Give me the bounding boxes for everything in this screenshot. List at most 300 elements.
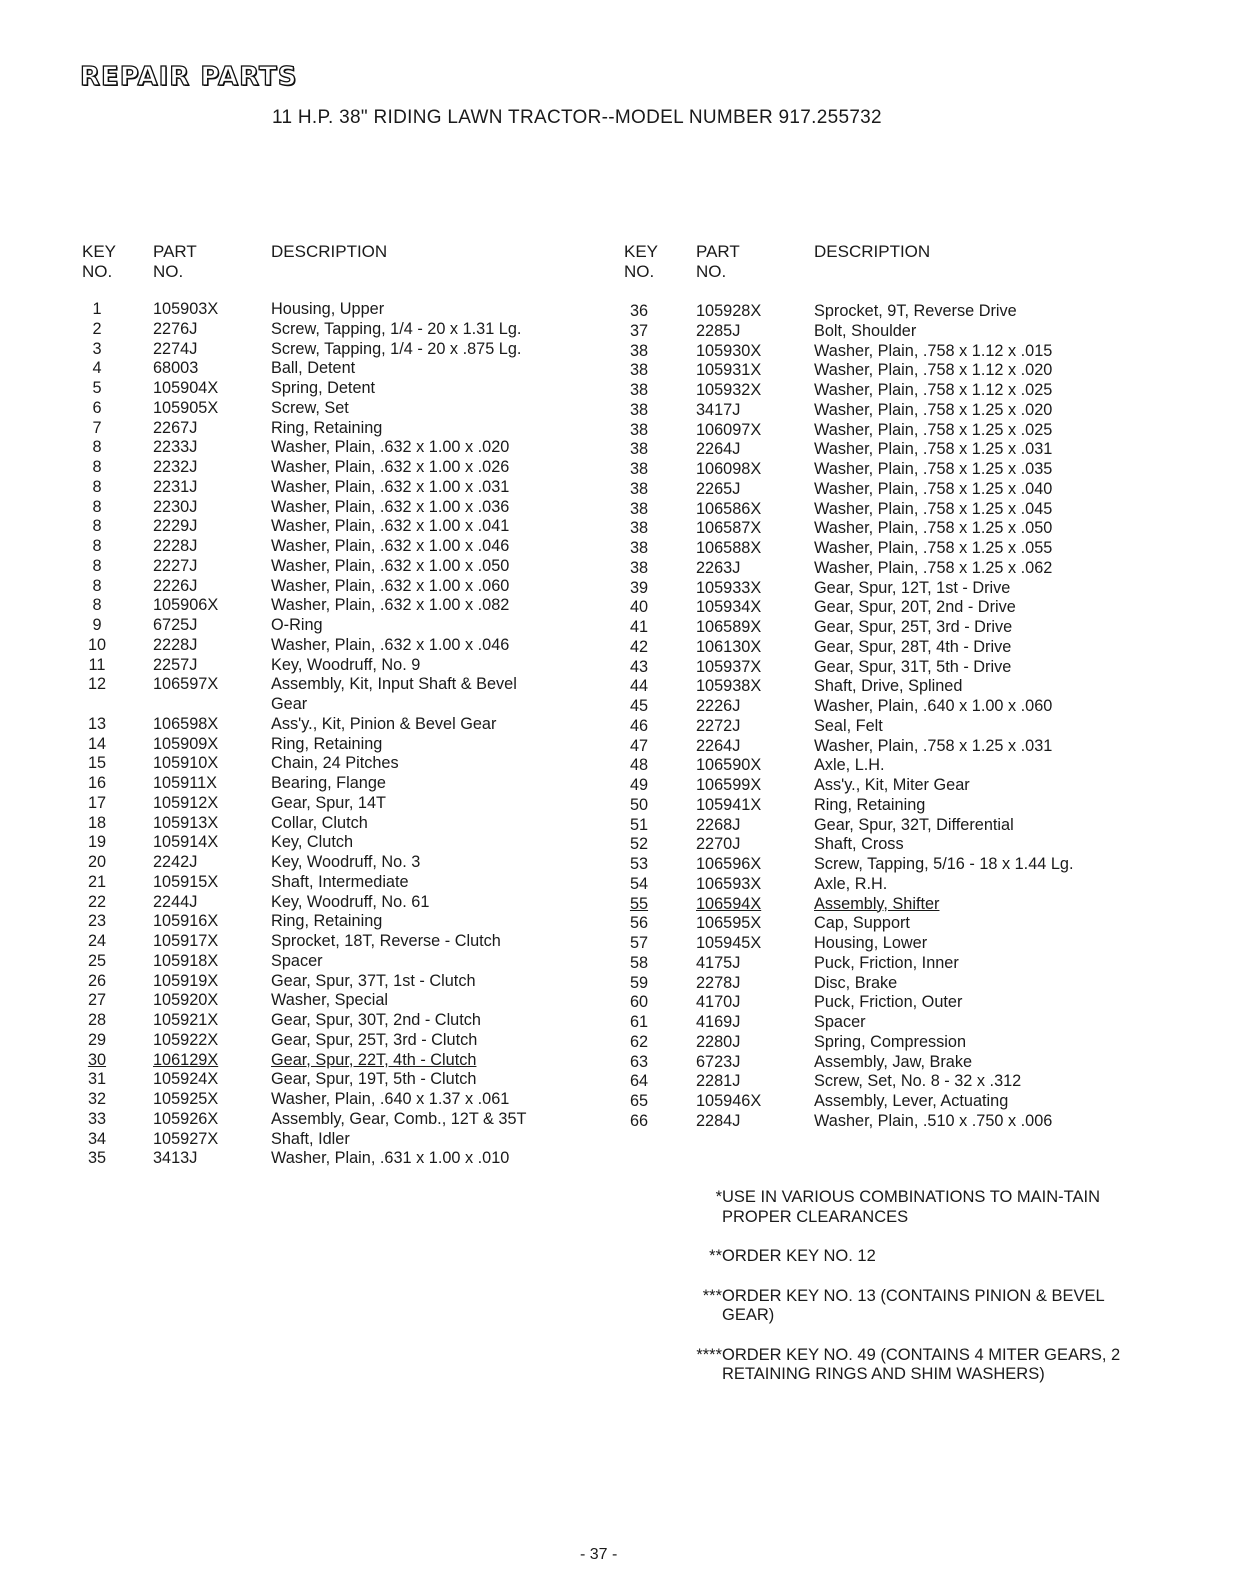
part-number: 105930X bbox=[696, 341, 762, 360]
part-description: Bolt, Shoulder bbox=[814, 321, 917, 340]
parts-row bbox=[624, 559, 1144, 579]
part-number: 106586X bbox=[696, 499, 762, 518]
key-number: 34 bbox=[87, 1129, 107, 1148]
key-number: 13 bbox=[87, 714, 107, 733]
part-description: Assembly, Jaw, Brake bbox=[814, 1052, 973, 1071]
page-heading: REPAIR PARTS bbox=[80, 62, 298, 92]
part-description: Housing, Upper bbox=[271, 300, 385, 318]
parts-row bbox=[82, 794, 582, 814]
part-number: 2232J bbox=[153, 458, 198, 476]
parts-row bbox=[624, 302, 1144, 322]
parts-row bbox=[82, 320, 582, 340]
part-number: 2280J bbox=[696, 1032, 741, 1051]
parts-row bbox=[82, 1070, 582, 1090]
part-number: 2285J bbox=[696, 321, 741, 340]
key-number: 41 bbox=[629, 618, 649, 636]
part-number: 6725J bbox=[153, 616, 198, 634]
parts-row bbox=[82, 1130, 582, 1150]
part-description: Sprocket, 18T, Reverse - Clutch bbox=[271, 932, 501, 950]
key-number: 7 bbox=[92, 418, 102, 437]
part-description: Spacer bbox=[814, 1013, 866, 1031]
key-number: 38 bbox=[629, 420, 649, 439]
parts-row bbox=[624, 737, 1144, 757]
part-number: 105941X bbox=[696, 795, 762, 814]
key-number: 21 bbox=[87, 872, 107, 891]
key-number: 31 bbox=[87, 1070, 107, 1089]
part-number: 105926X bbox=[153, 1109, 219, 1128]
part-description: Gear, Spur, 20T, 2nd - Drive bbox=[814, 598, 1016, 617]
part-description: Key, Clutch bbox=[271, 833, 354, 852]
left-parts-list bbox=[82, 300, 582, 1169]
key-number: 1 bbox=[92, 300, 102, 318]
part-description: Shaft, Intermediate bbox=[271, 872, 409, 891]
footnote-marker: **** bbox=[696, 1345, 722, 1364]
parts-row bbox=[82, 458, 582, 478]
parts-row bbox=[82, 972, 582, 992]
key-number: 51 bbox=[629, 815, 649, 834]
parts-row bbox=[624, 618, 1144, 638]
part-description: Housing, Lower bbox=[814, 934, 928, 952]
parts-row bbox=[82, 656, 582, 676]
parts-row bbox=[82, 1011, 582, 1031]
parts-row bbox=[624, 381, 1144, 401]
part-number: 106129X bbox=[153, 1050, 219, 1069]
part-number: 2274J bbox=[153, 339, 198, 358]
part-description: Gear, Spur, 25T, 3rd - Clutch bbox=[271, 1030, 478, 1049]
parts-row bbox=[624, 1053, 1144, 1073]
part-description: Gear, Spur, 12T, 1st - Drive bbox=[814, 578, 1011, 597]
part-number: 106587X bbox=[696, 519, 762, 538]
part-number: 105905X bbox=[153, 398, 219, 417]
part-number: 106130X bbox=[696, 637, 762, 656]
key-number: 42 bbox=[629, 637, 649, 656]
parts-row bbox=[82, 1110, 582, 1130]
part-number: 2268J bbox=[696, 815, 741, 834]
key-number: 37 bbox=[629, 321, 649, 340]
footnote bbox=[680, 1247, 1140, 1267]
footnote-marker: *** bbox=[702, 1286, 722, 1305]
part-description: Assembly, Shifter bbox=[814, 894, 940, 913]
key-number: 30 bbox=[87, 1050, 107, 1069]
key-number: 58 bbox=[629, 953, 649, 972]
key-number: 38 bbox=[629, 381, 649, 399]
key-number: 8 bbox=[92, 556, 102, 575]
part-number: 106098X bbox=[696, 460, 762, 478]
key-number: 33 bbox=[87, 1109, 107, 1128]
key-number: 27 bbox=[87, 991, 107, 1010]
key-number: 54 bbox=[629, 874, 649, 893]
key-number: 22 bbox=[87, 892, 107, 911]
key-number: 46 bbox=[629, 716, 649, 735]
key-number: 28 bbox=[87, 1011, 107, 1029]
parts-row bbox=[82, 893, 582, 913]
right-description-header: DESCRIPTION bbox=[814, 242, 931, 261]
part-description: Spacer bbox=[271, 951, 323, 970]
key-number: 56 bbox=[629, 914, 649, 933]
part-description: Washer, Plain, .632 x 1.00 x .046 bbox=[271, 537, 510, 555]
part-description: Axle, L.H. bbox=[814, 756, 885, 775]
key-number: 48 bbox=[629, 756, 649, 775]
part-number: 105911X bbox=[153, 774, 217, 792]
part-description: Washer, Special bbox=[271, 991, 389, 1010]
part-description: Screw, Tapping, 1/4 - 20 x 1.31 Lg. bbox=[271, 319, 522, 338]
key-header-line1: KEY bbox=[82, 242, 117, 261]
parts-row bbox=[82, 932, 582, 952]
parts-row bbox=[624, 816, 1144, 836]
part-description: Assembly, Lever, Actuating bbox=[814, 1092, 1009, 1110]
part-description: Shaft, Idler bbox=[271, 1129, 350, 1148]
parts-row bbox=[624, 677, 1144, 697]
part-number: 105937X bbox=[696, 657, 762, 676]
part-description: Spring, Compression bbox=[814, 1032, 967, 1051]
part-number: 4175J bbox=[696, 953, 741, 972]
key-number: 62 bbox=[629, 1032, 649, 1051]
key-number: 36 bbox=[629, 302, 649, 320]
part-number: 2267J bbox=[153, 418, 198, 437]
key-number: 2 bbox=[92, 319, 102, 338]
footnote-text: ORDER KEY NO. 12 bbox=[722, 1247, 876, 1265]
key-number: 66 bbox=[629, 1111, 649, 1130]
part-number: 2264J bbox=[696, 440, 741, 459]
key-number: 8 bbox=[92, 517, 102, 536]
part-description: Washer, Plain, .632 x 1.00 x .026 bbox=[271, 458, 510, 476]
part-number: 106598X bbox=[153, 714, 219, 733]
footnote bbox=[680, 1346, 1140, 1385]
key-number: 57 bbox=[629, 934, 649, 952]
key-number: 38 bbox=[629, 361, 649, 380]
parts-row bbox=[82, 735, 582, 755]
parts-row bbox=[624, 756, 1144, 776]
part-number: 105918X bbox=[153, 951, 219, 970]
parts-row bbox=[624, 934, 1144, 954]
key-number: 6 bbox=[92, 398, 102, 417]
part-number: 105903X bbox=[153, 300, 219, 318]
key-number: 18 bbox=[87, 813, 107, 832]
parts-row bbox=[82, 814, 582, 834]
part-description: Washer, Plain, .758 x 1.25 x .035 bbox=[814, 460, 1053, 478]
part-description: Cap, Support bbox=[814, 914, 910, 933]
parts-row bbox=[624, 993, 1144, 1013]
footnote-marker: * bbox=[715, 1188, 722, 1206]
part-description: Gear, Spur, 28T, 4th - Drive bbox=[814, 637, 1012, 656]
parts-row bbox=[82, 1090, 582, 1110]
key-number: 16 bbox=[87, 774, 107, 792]
key-number: 50 bbox=[629, 795, 649, 814]
key-number: 8 bbox=[92, 576, 102, 595]
part-number: 3413J bbox=[153, 1149, 198, 1168]
page-number: - 37 - bbox=[580, 1546, 618, 1563]
part-description: Axle, R.H. bbox=[814, 874, 888, 893]
part-description: Gear, Spur, 14T bbox=[271, 793, 386, 812]
part-description: Washer, Plain, .758 x 1.25 x .050 bbox=[814, 519, 1053, 538]
part-description: Ring, Retaining bbox=[271, 734, 383, 753]
parts-row bbox=[82, 1051, 582, 1071]
parts-row bbox=[82, 991, 582, 1011]
part-description: Ass'y., Kit, Miter Gear bbox=[814, 776, 970, 794]
key-number: 8 bbox=[92, 438, 102, 457]
parts-row bbox=[624, 579, 1144, 599]
key-number: 17 bbox=[87, 793, 107, 812]
parts-row bbox=[624, 1072, 1144, 1092]
part-description: Gear, Spur, 22T, 4th - Clutch bbox=[271, 1050, 477, 1069]
parts-row bbox=[82, 636, 582, 656]
parts-row bbox=[82, 379, 582, 399]
part-description: Gear, Spur, 30T, 2nd - Clutch bbox=[271, 1011, 481, 1029]
part-description: Screw, Tapping, 1/4 - 20 x .875 Lg. bbox=[271, 339, 522, 358]
parts-row bbox=[82, 438, 582, 458]
key-number: 24 bbox=[87, 932, 107, 950]
part-description: Gear, Spur, 19T, 5th - Clutch bbox=[271, 1070, 477, 1089]
parts-row bbox=[624, 776, 1144, 796]
footnote bbox=[680, 1287, 1140, 1326]
part-description: Washer, Plain, .758 x 1.25 x .055 bbox=[814, 539, 1053, 557]
part-number: 2263J bbox=[696, 558, 741, 577]
part-description: Gear bbox=[271, 695, 308, 713]
parts-row bbox=[82, 359, 582, 379]
part-number: 105912X bbox=[153, 793, 219, 812]
parts-row bbox=[82, 537, 582, 557]
part-number: 105945X bbox=[696, 934, 762, 952]
part-number: 106595X bbox=[696, 914, 762, 933]
part-header-line2: NO. bbox=[696, 262, 727, 281]
part-number: 105919X bbox=[153, 971, 219, 990]
parts-row bbox=[82, 675, 582, 695]
key-number: 3 bbox=[92, 339, 102, 358]
part-number: 105925X bbox=[153, 1090, 219, 1108]
part-description: Washer, Plain, .640 x 1.37 x .061 bbox=[271, 1090, 510, 1108]
key-number: 38 bbox=[629, 499, 649, 518]
part-description: Key, Woodruff, No. 9 bbox=[271, 655, 421, 674]
part-description: Washer, Plain, .758 x 1.25 x .062 bbox=[814, 558, 1053, 577]
parts-row bbox=[82, 1031, 582, 1051]
parts-row bbox=[624, 342, 1144, 362]
part-description: Washer, Plain, .510 x .750 x .006 bbox=[814, 1111, 1053, 1130]
key-header-line2: NO. bbox=[82, 262, 113, 281]
part-number: 2276J bbox=[153, 319, 198, 338]
parts-row bbox=[82, 952, 582, 972]
parts-row bbox=[82, 399, 582, 419]
key-number: 32 bbox=[87, 1090, 107, 1108]
part-description: Seal, Felt bbox=[814, 716, 883, 735]
part-description: Ball, Detent bbox=[271, 359, 356, 378]
part-number: 106589X bbox=[696, 618, 762, 636]
part-description: Screw, Set bbox=[271, 398, 349, 417]
key-number: 43 bbox=[629, 657, 649, 676]
key-number: 64 bbox=[629, 1072, 649, 1091]
parts-row bbox=[624, 361, 1144, 381]
part-number: 2244J bbox=[153, 892, 198, 911]
key-number: 45 bbox=[629, 697, 649, 715]
part-description: Washer, Plain, .758 x 1.25 x .025 bbox=[814, 420, 1053, 439]
part-number: 105932X bbox=[696, 381, 762, 399]
key-number: 26 bbox=[87, 971, 107, 990]
key-number: 38 bbox=[629, 479, 649, 498]
part-number: 2226J bbox=[153, 576, 198, 595]
part-number: 105904X bbox=[153, 379, 219, 397]
parts-row bbox=[624, 598, 1144, 618]
key-number: 11 bbox=[88, 655, 106, 674]
parts-row bbox=[624, 480, 1144, 500]
part-description: Puck, Friction, Outer bbox=[814, 993, 963, 1012]
part-description: Washer, Plain, .632 x 1.00 x .050 bbox=[271, 556, 510, 575]
part-description: Shaft, Cross bbox=[814, 835, 904, 854]
left-part-header bbox=[153, 242, 197, 282]
part-number: 2264J bbox=[696, 736, 741, 755]
part-number: 106590X bbox=[696, 756, 762, 775]
key-number: 63 bbox=[629, 1052, 649, 1071]
key-number: 53 bbox=[629, 855, 649, 873]
key-number: 8 bbox=[92, 596, 102, 615]
part-number: 105910X bbox=[153, 754, 219, 773]
right-part-header bbox=[696, 242, 740, 282]
part-number: 105927X bbox=[153, 1129, 219, 1148]
part-number: 105913X bbox=[153, 813, 219, 832]
key-number: 49 bbox=[629, 776, 649, 794]
key-number: 38 bbox=[629, 558, 649, 577]
part-number: 2228J bbox=[153, 635, 198, 654]
parts-row bbox=[624, 914, 1144, 934]
key-number: 23 bbox=[87, 912, 107, 931]
key-header-line1: KEY bbox=[624, 242, 659, 261]
parts-row bbox=[624, 1013, 1144, 1033]
part-description: Washer, Plain, .758 x 1.25 x .031 bbox=[814, 736, 1053, 755]
key-number: 38 bbox=[629, 460, 649, 478]
part-description: O-Ring bbox=[271, 616, 323, 634]
parts-row bbox=[82, 498, 582, 518]
part-number: 105921X bbox=[153, 1011, 219, 1029]
part-description: Washer, Plain, .758 x 1.12 x .020 bbox=[814, 361, 1053, 380]
parts-row bbox=[82, 577, 582, 597]
part-header-line2: NO. bbox=[153, 262, 184, 281]
parts-row bbox=[624, 1112, 1144, 1132]
part-number: 105946X bbox=[696, 1092, 762, 1110]
parts-row bbox=[624, 1033, 1144, 1053]
key-number: 38 bbox=[629, 519, 649, 538]
part-description: Spring, Detent bbox=[271, 379, 376, 397]
part-description: Bearing, Flange bbox=[271, 774, 386, 792]
part-number: 2242J bbox=[153, 853, 198, 871]
key-number: 25 bbox=[87, 951, 107, 970]
key-number: 8 bbox=[92, 497, 102, 516]
part-description: Ass'y., Kit, Pinion & Bevel Gear bbox=[271, 714, 497, 733]
key-number: 19 bbox=[87, 833, 107, 852]
part-description: Gear, Spur, 25T, 3rd - Drive bbox=[814, 618, 1013, 636]
key-number: 61 bbox=[629, 1013, 649, 1031]
parts-row bbox=[624, 638, 1144, 658]
parts-row bbox=[624, 697, 1144, 717]
part-description: Ring, Retaining bbox=[271, 418, 383, 437]
part-description: Washer, Plain, .632 x 1.00 x .036 bbox=[271, 497, 510, 516]
key-number: 4 bbox=[92, 359, 102, 378]
part-description: Shaft, Drive, Splined bbox=[814, 677, 963, 696]
parts-row bbox=[82, 596, 582, 616]
part-description: Gear, Spur, 37T, 1st - Clutch bbox=[271, 971, 476, 990]
key-number: 29 bbox=[87, 1030, 107, 1049]
part-number: 2265J bbox=[696, 479, 741, 498]
part-number: 105934X bbox=[696, 598, 762, 617]
parts-row bbox=[624, 875, 1144, 895]
part-description: Washer, Plain, .758 x 1.25 x .045 bbox=[814, 499, 1053, 518]
part-number: 2284J bbox=[696, 1111, 741, 1130]
key-number: 15 bbox=[87, 754, 107, 773]
parts-row bbox=[82, 695, 582, 715]
part-number: 2281J bbox=[696, 1072, 741, 1091]
part-description: Washer, Plain, .758 x 1.12 x .015 bbox=[814, 341, 1053, 360]
part-number: 3417J bbox=[696, 400, 741, 419]
part-description: Gear, Spur, 32T, Differential bbox=[814, 815, 1014, 834]
part-description: Washer, Plain, .632 x 1.00 x .060 bbox=[271, 576, 510, 595]
parts-row bbox=[624, 855, 1144, 875]
parts-row bbox=[624, 322, 1144, 342]
parts-row bbox=[624, 835, 1144, 855]
key-number: 8 bbox=[92, 458, 102, 476]
part-number: 2233J bbox=[153, 438, 198, 457]
parts-row bbox=[624, 500, 1144, 520]
key-number: 8 bbox=[92, 537, 102, 555]
parts-row bbox=[82, 774, 582, 794]
key-number: 59 bbox=[629, 973, 649, 992]
part-number: 2227J bbox=[153, 556, 198, 575]
key-number: 38 bbox=[629, 539, 649, 557]
key-number: 52 bbox=[629, 835, 649, 854]
part-number: 106599X bbox=[696, 776, 762, 794]
part-description: Washer, Plain, .640 x 1.00 x .060 bbox=[814, 697, 1053, 715]
part-number: 105906X bbox=[153, 596, 219, 615]
part-number: 106588X bbox=[696, 539, 762, 557]
parts-row bbox=[82, 912, 582, 932]
parts-row bbox=[82, 616, 582, 636]
parts-row bbox=[624, 658, 1144, 678]
part-description: Assembly, Kit, Input Shaft & Bevel bbox=[271, 675, 517, 694]
part-number: 2272J bbox=[696, 716, 741, 735]
part-description: Sprocket, 9T, Reverse Drive bbox=[814, 302, 1017, 320]
part-description: Screw, Tapping, 5/16 - 18 x 1.44 Lg. bbox=[814, 855, 1074, 873]
part-number: 105931X bbox=[696, 361, 762, 380]
part-number: 105914X bbox=[153, 833, 219, 852]
part-number: 105917X bbox=[153, 932, 219, 950]
key-number: 14 bbox=[87, 734, 107, 753]
part-description: Washer, Plain, .632 x 1.00 x .020 bbox=[271, 438, 510, 457]
left-key-header bbox=[82, 242, 116, 282]
parts-row bbox=[82, 517, 582, 537]
part-number: 2278J bbox=[696, 973, 741, 992]
part-number: 2231J bbox=[153, 477, 198, 496]
part-number: 105916X bbox=[153, 912, 219, 931]
part-description: Washer, Plain, .632 x 1.00 x .031 bbox=[271, 477, 510, 496]
part-number: 4169J bbox=[696, 1013, 741, 1031]
parts-row bbox=[82, 340, 582, 360]
part-description: Washer, Plain, .758 x 1.25 x .031 bbox=[814, 440, 1053, 459]
part-number: 106593X bbox=[696, 874, 762, 893]
key-number: 55 bbox=[629, 894, 649, 913]
part-description: Gear, Spur, 31T, 5th - Drive bbox=[814, 657, 1012, 676]
parts-row bbox=[82, 419, 582, 439]
right-parts-list bbox=[624, 302, 1144, 1132]
key-number: 39 bbox=[629, 578, 649, 597]
part-description: Key, Woodruff, No. 3 bbox=[271, 853, 421, 871]
part-number: 106597X bbox=[153, 675, 219, 694]
parts-row bbox=[624, 954, 1144, 974]
part-number: 2270J bbox=[696, 835, 741, 854]
key-number: 44 bbox=[629, 677, 649, 696]
parts-row bbox=[82, 873, 582, 893]
part-number: 6723J bbox=[696, 1052, 741, 1071]
part-description: Key, Woodruff, No. 61 bbox=[271, 892, 430, 911]
parts-row bbox=[624, 974, 1144, 994]
part-description: Screw, Set, No. 8 - 32 x .312 bbox=[814, 1072, 1022, 1091]
part-description: Collar, Clutch bbox=[271, 813, 368, 832]
key-number: 40 bbox=[629, 598, 649, 617]
